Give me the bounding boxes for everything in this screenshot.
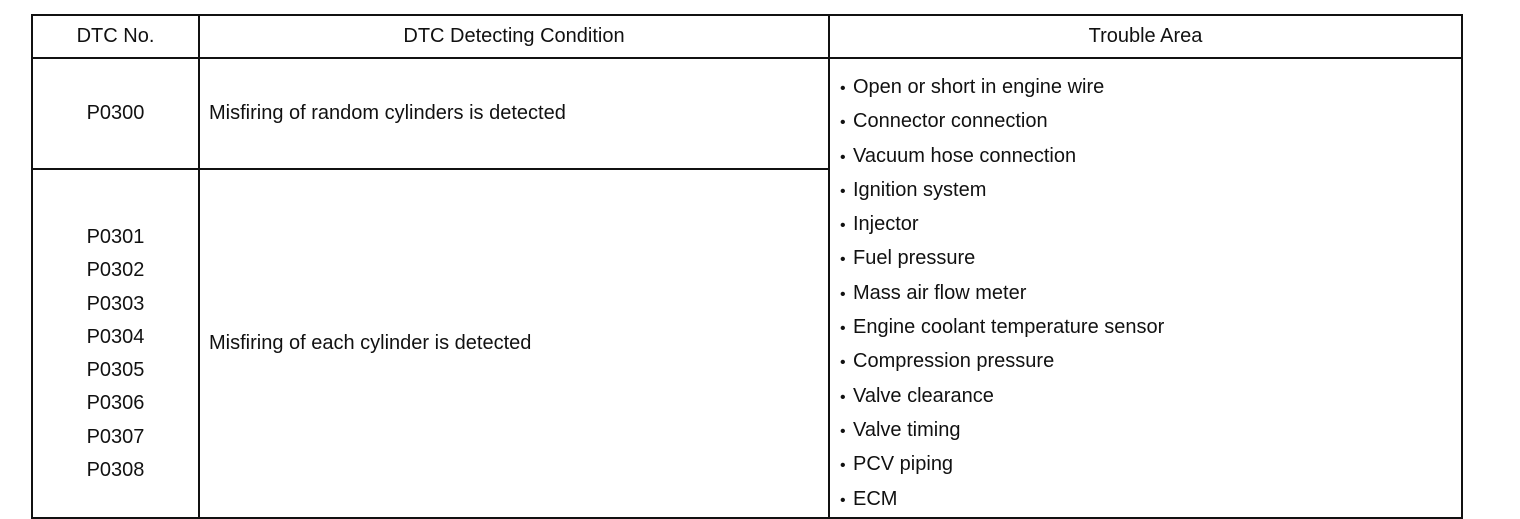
trouble-area-text: Connector connection xyxy=(853,110,1048,133)
trouble-area-text: Valve clearance xyxy=(853,384,994,407)
detecting-condition-cell: Misfiring of each cylinder is detected xyxy=(199,169,829,518)
trouble-area-list xyxy=(840,71,1461,517)
trouble-area-text: Ignition system xyxy=(853,178,987,201)
bullet-icon: • xyxy=(840,354,846,372)
trouble-area-text: Vacuum hose connection xyxy=(853,144,1077,167)
trouble-area-item xyxy=(840,448,1461,482)
trouble-area-text: Valve timing xyxy=(853,418,961,441)
bullet-icon: • xyxy=(840,217,846,235)
trouble-area-item xyxy=(840,174,1461,208)
dtc-code-cell xyxy=(32,169,199,518)
dtc-code-cell xyxy=(32,58,199,169)
header-row xyxy=(32,15,1462,58)
trouble-area-text: Compression pressure xyxy=(853,350,1055,373)
dtc-code: P0305 xyxy=(86,359,145,382)
dtc-code: P0308 xyxy=(86,459,145,482)
trouble-area-item xyxy=(840,345,1461,379)
trouble-area-text: PCV piping xyxy=(853,453,954,476)
trouble-area-item xyxy=(840,71,1461,105)
bullet-icon: • xyxy=(840,320,846,338)
trouble-area-cell xyxy=(829,58,1462,518)
trouble-area-item xyxy=(840,242,1461,276)
trouble-area-item xyxy=(840,140,1461,174)
table-row xyxy=(32,58,1462,169)
trouble-area-text: Fuel pressure xyxy=(853,247,976,270)
bullet-icon: • xyxy=(840,457,846,475)
dtc-code: P0300 xyxy=(86,101,145,124)
bullet-icon: • xyxy=(840,251,846,269)
detecting-condition-cell: Misfiring of random cylinders is detected xyxy=(199,58,829,169)
dtc-code: P0303 xyxy=(86,292,145,315)
header-trouble-area: Trouble Area xyxy=(829,15,1462,58)
bullet-icon: • xyxy=(840,182,846,200)
trouble-area-item xyxy=(840,277,1461,311)
trouble-area-item xyxy=(840,311,1461,345)
trouble-area-item xyxy=(840,414,1461,448)
trouble-area-text: Mass air flow meter xyxy=(853,281,1027,304)
trouble-area-item xyxy=(840,380,1461,414)
bullet-icon: • xyxy=(840,388,846,406)
trouble-area-item xyxy=(840,105,1461,139)
dtc-code: P0301 xyxy=(86,226,145,248)
bullet-icon: • xyxy=(840,114,846,132)
bullet-icon: • xyxy=(840,80,846,97)
trouble-area-text: Engine coolant temperature sensor xyxy=(853,316,1165,339)
trouble-area-text: ECM xyxy=(853,487,898,510)
bullet-icon: • xyxy=(840,491,846,509)
dtc-code-list xyxy=(33,221,198,487)
bullet-icon: • xyxy=(840,148,846,166)
trouble-area-item xyxy=(840,208,1461,242)
dtc-code: P0302 xyxy=(86,259,145,282)
dtc-code: P0304 xyxy=(86,325,145,348)
trouble-area-item xyxy=(840,483,1461,517)
header-dtc-no: DTC No. xyxy=(32,15,199,58)
dtc-table xyxy=(31,14,1463,519)
dtc-code-list xyxy=(33,97,198,130)
dtc-code: P0307 xyxy=(86,425,145,448)
trouble-area-text: Open or short in engine wire xyxy=(853,76,1105,98)
dtc-code: P0306 xyxy=(86,392,145,415)
header-detecting-condition: DTC Detecting Condition xyxy=(199,15,829,58)
bullet-icon: • xyxy=(840,422,846,440)
trouble-area-text: Injector xyxy=(853,213,919,236)
bullet-icon: • xyxy=(840,285,846,303)
